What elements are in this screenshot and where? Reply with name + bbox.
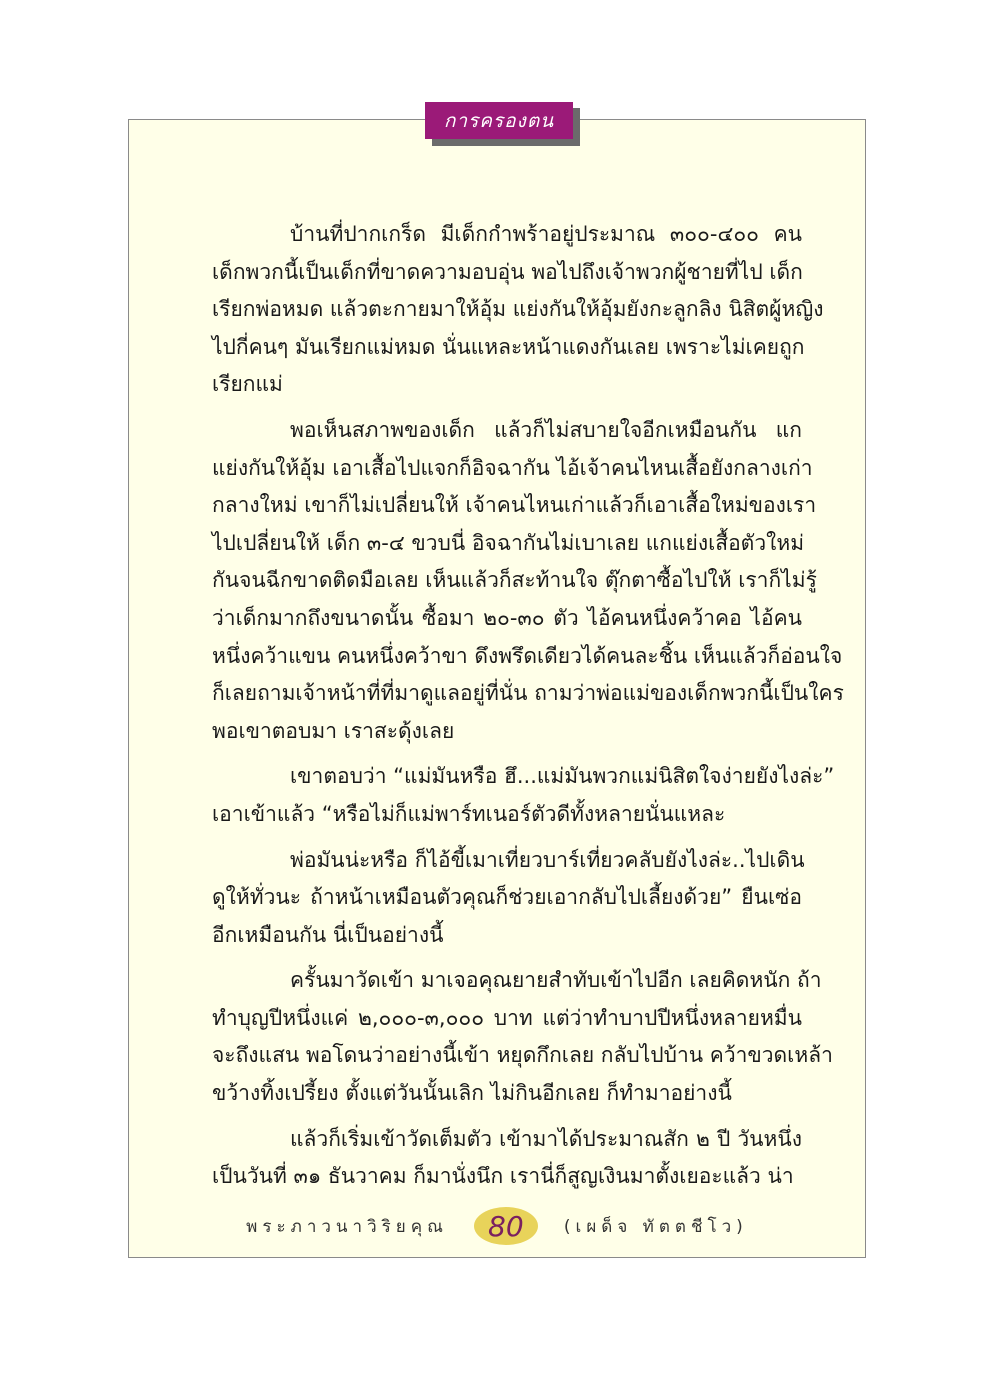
text-line: หนึ่งคว้าแขน คนหนึ่งคว้าขา ดึงพรึดเดียวได้คนละชิ้น เห็นแล้วก็อ่อนใจ — [212, 643, 843, 668]
text-line: ครั้นมาวัดเข้า มาเจอคุณยายสำทับเข้าไปอีก เลยคิดหนัก ถ้า — [290, 968, 822, 993]
footer — [128, 1206, 866, 1246]
paragraph — [212, 842, 805, 955]
text-line: ไปกี่คนๆ มันเรียกแม่หมด นั่นแหละหน้าแดงกันเลย เพราะไม่เคยถูก — [212, 334, 805, 359]
paragraph — [212, 412, 844, 750]
paragraph — [212, 962, 833, 1112]
text-line: เด็กพวกนี้เป็นเด็กที่ขาดความอบอุ่น พอไปถึงเจ้าพวกผู้ชายที่ไป เด็ก — [212, 259, 803, 284]
text-line: ไปเปลี่ยนให้ เด็ก ๓-๔ ขวบนี่ อิจฉากันไม่เบาเลย แกแย่งเสื้อตัวใหม่ — [212, 530, 805, 555]
text-line: อีกเหมือนกัน นี่เป็นอย่างนี้ — [212, 922, 444, 947]
text-line: พอเห็นสภาพของเด็ก แล้วก็ไม่สบายใจอีกเหมือนกัน แก — [290, 417, 802, 442]
text-line: ดูให้ทั่วนะ ถ้าหน้าเหมือนตัวคุณก็ช่วยเอากลับไปเลี้ยงด้วย” ยืนเซ่อ — [212, 885, 802, 910]
paragraph — [212, 1121, 802, 1196]
text-line: ก็เลยถามเจ้าหน้าที่ที่มาดูแลอยู่ที่นั่น ถามว่าพ่อแม่ของเด็กพวกนี้เป็นใคร — [212, 681, 844, 706]
text-line: เรียกแม่ — [212, 372, 283, 397]
text-line: แล้วก็เริ่มเข้าวัดเต็มตัว เข้ามาได้ประมาณสัก ๒ ปี วันหนึ่ง — [290, 1126, 802, 1151]
text-line: เรียกพ่อหมด แล้วตะกายมาให้อุ้ม แย่งกันให้อุ้มยังกะลูกลิง นิสิตผู้หญิง — [212, 297, 824, 322]
section-title: การครองตน — [425, 102, 573, 139]
text-line: ทำบุญปีหนึ่งแค่ ๒,๐๐๐-๓,๐๐๐ บาท แต่ว่าทำบาปปีหนึ่งหลายหมื่น — [212, 1005, 802, 1030]
text-line: บ้านที่ปากเกร็ด มีเด็กกำพร้าอยู่ประมาณ ๓๐๐-๔๐๐ คน — [290, 222, 802, 246]
text-line: เขาตอบว่า “แม่มันหรือ ฮึ...แม่มันพวกแม่นิสิตใจง่ายยังไงล่ะ” — [290, 764, 835, 789]
text-line: พอเขาตอบมา เราสะดุ้งเลย — [212, 718, 455, 743]
page-number: 80 — [474, 1207, 538, 1245]
text-line: ขว้างทิ้งเปรี้ยง ตั้งแต่วันนั้นเลิก ไม่กินอีกเลย ก็ทำมาอย่างนี้ — [212, 1081, 732, 1106]
text-line: พ่อมันน่ะหรือ ก็ไอ้ขี้เมาเที่ยวบาร์เที่ยวคลับยังไงล่ะ..ไปเดิน — [290, 847, 805, 872]
text-line: ว่าเด็กมากถึงขนาดนั้น ซื้อมา ๒๐-๓๐ ตัว ไอ้คนหนึ่งคว้าคอ ไอ้คน — [212, 605, 802, 630]
text-line: เป็นวันที่ ๓๑ ธันวาคม ก็มานั่งนึก เรานี่ก็สูญเงินมาตั้งเยอะแล้ว น่า — [212, 1164, 794, 1189]
text-line: จะถึงแสน พอโดนว่าอย่างนี้เข้า หยุดกึกเลย กลับไปบ้าน คว้าขวดเหล้า — [212, 1043, 833, 1068]
text-line: แย่งกันให้อุ้ม เอาเสื้อไปแจกก็อิจฉากัน ไอ้เจ้าคนไหนเสื้อยังกลางเก่า — [212, 455, 813, 480]
text-line: กลางใหม่ เขาก็ไม่เปลี่ยนให้ เจ้าคนไหนเก่าแล้วก็เอาเสื้อใหม่ของเรา — [212, 493, 817, 518]
book-title: พระภาวนาวิริยคุณ — [246, 1216, 448, 1237]
paragraph — [212, 758, 835, 833]
paragraph — [212, 216, 824, 404]
body-text — [212, 216, 844, 1204]
author: (เผด็จ ทัตตชีโว) — [563, 1216, 748, 1237]
text-line: กันจนฉีกขาดติดมือเลย เห็นแล้วก็สะท้านใจ ตุ๊กตาซื้อไปให้ เราก็ไม่รู้ — [212, 568, 817, 593]
text-line: เอาเข้าแล้ว “หรือไม่ก็แม่พาร์ทเนอร์ตัวดีทั้งหลายนั่นแหละ — [212, 801, 726, 826]
